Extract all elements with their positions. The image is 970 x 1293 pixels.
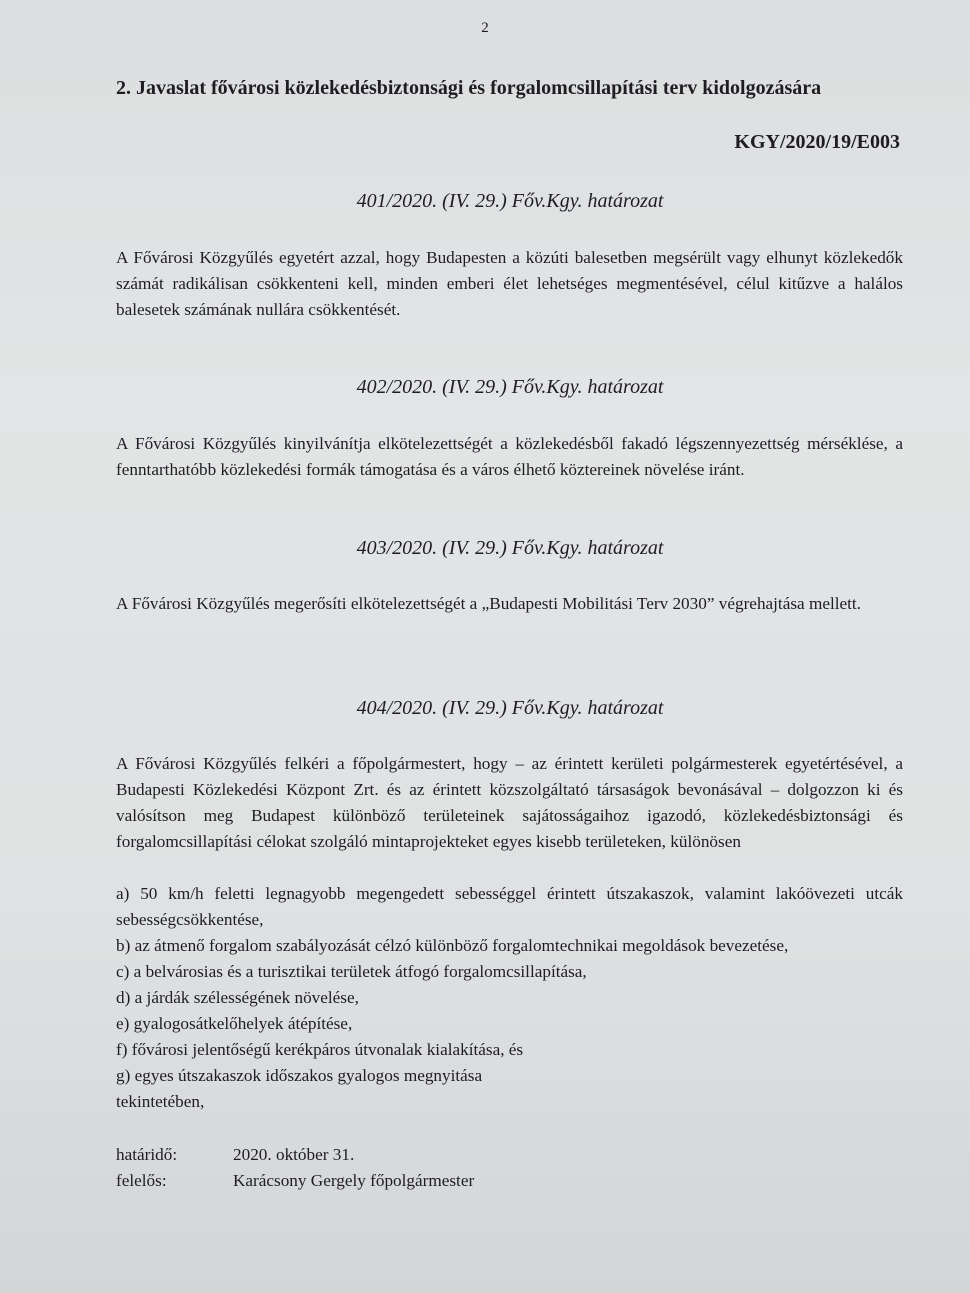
resolution-title: 401/2020. (IV. 29.) Főv.Kgy. határozat bbox=[356, 190, 664, 212]
list-item: g) egyes útszakaszok időszakos gyalogos megnyitása bbox=[116, 1066, 483, 1085]
reference-code: KGY/2020/19/E003 bbox=[734, 131, 900, 153]
resolution-text: A Fővárosi Közgyűlés megerősíti elkötelezettségét a „Budapesti Mobilitási Terv 2030” végrehajtása mellett. bbox=[116, 594, 861, 613]
deadline-label: határidő: bbox=[116, 1145, 178, 1164]
resolution-title: 403/2020. (IV. 29.) Főv.Kgy. határozat bbox=[356, 537, 664, 559]
page-number: 2 bbox=[481, 20, 489, 36]
list-closing: tekintetében, bbox=[116, 1092, 205, 1111]
responsible-value: Karácsony Gergely főpolgármester bbox=[233, 1171, 475, 1190]
measure-list bbox=[116, 881, 903, 1115]
resolution-title: 404/2020. (IV. 29.) Főv.Kgy. határozat bbox=[356, 697, 664, 719]
resolution-title: 402/2020. (IV. 29.) Főv.Kgy. határozat bbox=[356, 376, 664, 398]
resolution-text: A Fővárosi Közgyűlés egyetért azzal, hogy Budapesten a közúti balesetben megsérült vagy elhunyt közlekedők számát radikálisan csökkenteni kell, minden emberi élet lehetséges megmentésével, célul kitűzve a halálos balesetek számának nullára csökkentését. bbox=[116, 248, 903, 319]
deadline-block bbox=[116, 1142, 474, 1194]
resolution-text: A Fővárosi Közgyűlés kinyilvánítja elkötelezettségét a közlekedésből fakadó légszennyezettség mérséklése, a fenntarthatóbb közlekedési formák támogatása és a város élhető köztereinek növelése iránt. bbox=[116, 434, 903, 479]
list-item: b) az átmenő forgalom szabályozását célzó különböző forgalomtechnikai megoldások bevezetése, bbox=[116, 936, 789, 955]
agenda-item-heading: 2. Javaslat fővárosi közlekedésbiztonsági és forgalomcsillapítási terv kidolgozására bbox=[116, 77, 822, 99]
resolution-text: A Fővárosi Közgyűlés felkéri a főpolgármestert, hogy – az érintett kerületi polgármesterek egyetértésével, a Budapesti Közlekedési Központ Zrt. és az érintett közszolgáltató társaságok bevonásával – dolgozzon ki és valósítson meg Budapest különböző területeinek sajátosságaihoz igazodó, közlekedésbiztonsági és forgalomcsillapítási célokat szolgáló mintaprojekteket egyes kisebb területeken, különösen bbox=[116, 754, 903, 851]
deadline-value: 2020. október 31. bbox=[233, 1145, 355, 1164]
responsible-label: felelős: bbox=[116, 1171, 167, 1190]
list-item: f) fővárosi jelentőségű kerékpáros útvonalak kialakítása, és bbox=[116, 1040, 524, 1059]
list-item: e) gyalogosátkelőhelyek átépítése, bbox=[116, 1014, 353, 1033]
list-item: a) 50 km/h feletti legnagyobb megengedett sebességgel érintett útszakaszok, valamint lakóövezeti utcák sebességcsökkentése, bbox=[116, 884, 903, 929]
list-item: d) a járdák szélességének növelése, bbox=[116, 988, 359, 1007]
list-item: c) a belvárosias és a turisztikai területek átfogó forgalomcsillapítása, bbox=[116, 962, 587, 981]
